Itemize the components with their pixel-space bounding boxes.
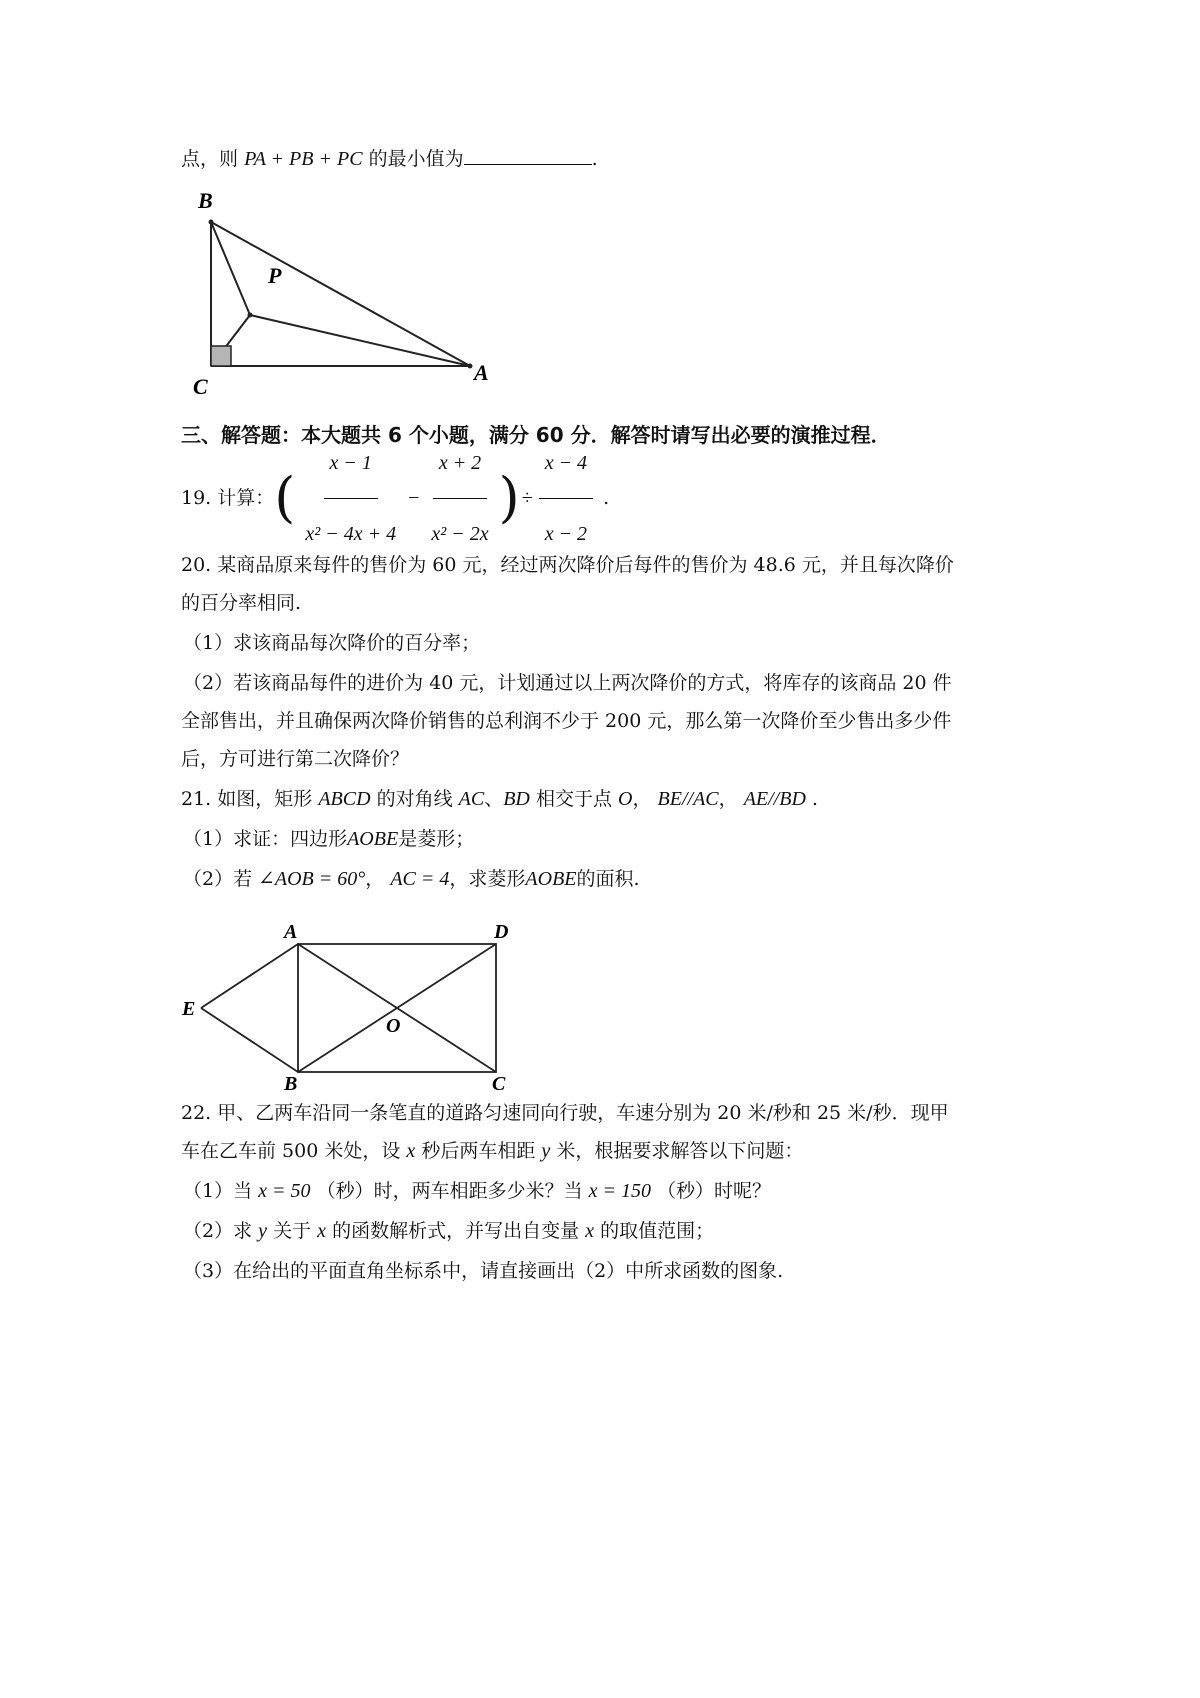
q21-comma: ， (365, 868, 385, 890)
q19-fraction-2 (425, 431, 494, 566)
q21-end: . (811, 788, 818, 810)
q19-fraction-3 (539, 431, 593, 566)
minus-sign: − (408, 487, 420, 509)
q19-fraction-1 (299, 431, 402, 566)
q21-part-1 (183, 826, 474, 852)
q22-line-1: 22. 甲、乙两车沿同一条笔直的道路匀速同向行驶，车速分别为 20 米/秒和 25 米/秒．现甲 (181, 1102, 949, 1124)
segment-ea (201, 944, 298, 1008)
q21-p2-text: （2）若 (183, 868, 253, 890)
q20-line-2: 的百分率相同. (181, 592, 302, 614)
q20-line-1: 20. 某商品原来每件的售价为 60 元，经过两次降价后每件的售价为 48.6 元，并且每次降价 (181, 554, 954, 576)
q18-tail-line (181, 146, 598, 172)
answer-blank (464, 146, 592, 165)
q22-p1-text: （秒）时呢？ (657, 1180, 772, 1202)
frac1-denominator: x² − 4x + 4 (305, 522, 397, 545)
q22-part-3: （3）在给出的平面直角坐标系中，请直接画出（2）中所求函数的图象. (183, 1260, 784, 1282)
label-c: C (193, 374, 208, 399)
q21-text: 相交于点 (535, 788, 612, 810)
q21-p1-text: （1）求证：四边形 (183, 828, 348, 850)
q22-x-150: x = 150 (588, 1180, 651, 1202)
q22-var-y: y (258, 1220, 268, 1242)
q21-sep: 、 (484, 788, 504, 810)
q22-var-x: x (406, 1140, 416, 1162)
q22-x-50: x = 50 (258, 1180, 311, 1202)
q22-p2-text: （2）求 (183, 1220, 253, 1242)
q18-expression: PA + PB + PC (244, 148, 363, 170)
q21-text: 的对角线 (376, 788, 453, 810)
q21-p1-text: 是菱形； (398, 828, 475, 850)
q21-angle: ∠AOB = 60° (258, 868, 366, 890)
q22-var-y: y (541, 1140, 551, 1162)
q21-comma: ， (718, 788, 738, 810)
q21-part-2 (183, 866, 640, 892)
q19-label: 19. 计算： (181, 487, 275, 509)
q21-be-parallel-ac: BE//AC (657, 788, 719, 810)
segment-eb (201, 1008, 298, 1072)
section-heading: 三、解答题：本大题共 6 个小题，满分 60 分．解答时请写出必要的演推过程． (181, 423, 891, 447)
q20-part-1: （1）求该商品每次降价的百分率； (183, 632, 481, 654)
label-b: B (284, 1073, 298, 1090)
q22-part-2 (183, 1218, 714, 1244)
q21-p2-text: 的面积. (576, 868, 640, 890)
q21-aobe: AOBE (525, 868, 577, 890)
q21-aobe: AOBE (347, 828, 399, 850)
q22-p2-text: 的取值范围； (600, 1220, 715, 1242)
right-angle-mark (211, 346, 231, 366)
q21-abcd: ABCD (318, 788, 371, 810)
frac2-numerator: x + 2 (433, 431, 487, 499)
q22-text: 秒后两车相距 (421, 1140, 536, 1162)
rectangle-rhombus-figure (176, 920, 516, 1090)
side-ab (211, 222, 470, 366)
q21-p2-text: ，求菱形 (449, 868, 526, 890)
q22-text: 车在乙车前 500 米处，设 (181, 1140, 401, 1162)
q21-ac: AC (458, 788, 485, 810)
q18-prefix: 点，则 (181, 148, 239, 170)
q21-point-o: O (618, 788, 633, 810)
frac1-numerator: x − 1 (324, 431, 378, 499)
division-sign: ÷ (521, 487, 533, 509)
q22-var-x: x (585, 1220, 595, 1242)
q18-end: . (591, 148, 598, 170)
q22-p2-text: 关于 (273, 1220, 312, 1242)
q21-ac-length: AC = 4 (390, 868, 450, 890)
q20-part-2-line-3: 后，方可进行第二次降价？ (181, 748, 410, 770)
frac2-denominator: x² − 2x (431, 522, 489, 545)
q21-line-1 (181, 786, 818, 812)
q21-text: 21. 如图，矩形 (181, 788, 313, 810)
q20-part-2-line-1: （2）若该商品每件的进价为 40 元，计划通过以上两次降价的方式，将库存的该商品 20 件 (183, 672, 952, 694)
label-a: A (284, 921, 298, 943)
q22-part-1 (183, 1178, 771, 1204)
q22-p2-text: 的函数解析式，并写出自变量 (332, 1220, 580, 1242)
label-d: D (494, 921, 509, 943)
label-c: C (492, 1073, 506, 1090)
frac3-numerator: x − 4 (539, 431, 593, 499)
q20-part-2-line-2: 全部售出，并且确保两次降价销售的总利润不少于 200 元，那么第一次降价至少售出多少件 (181, 710, 952, 732)
q22-var-x: x (317, 1220, 327, 1242)
triangle-figure (180, 188, 540, 408)
q18-suffix: 的最小值为 (368, 148, 464, 170)
q21-ae-parallel-bd: AE//BD (743, 788, 806, 810)
label-p: P (268, 263, 282, 288)
q22-p1-text: （1）当 (183, 1180, 253, 1202)
q22-p1-text: （秒）时，两车相距多少米？当 (316, 1180, 583, 1202)
segment-pa (250, 315, 470, 366)
label-o: O (386, 1015, 401, 1037)
segment-pb (211, 222, 250, 315)
label-b: B (198, 188, 213, 213)
q22-text: 米，根据要求解答以下问题： (556, 1140, 804, 1162)
label-e: E (182, 998, 196, 1020)
frac3-denominator: x − 2 (544, 522, 588, 545)
q19-end: . (603, 487, 610, 509)
q21-comma: ， (632, 788, 652, 810)
label-a: A (474, 360, 489, 385)
q21-bd: BD (503, 788, 530, 810)
q22-line-2 (181, 1138, 803, 1164)
q19-line: 19. 计算： ( $\frac{x - 1}{\text{x² − 4x + 4}}$ − $\frac{x + 2}{\text{x² − 2x}}$ ) ÷ $\frac{x - 4}{x - 2}$ . (181, 466, 609, 530)
